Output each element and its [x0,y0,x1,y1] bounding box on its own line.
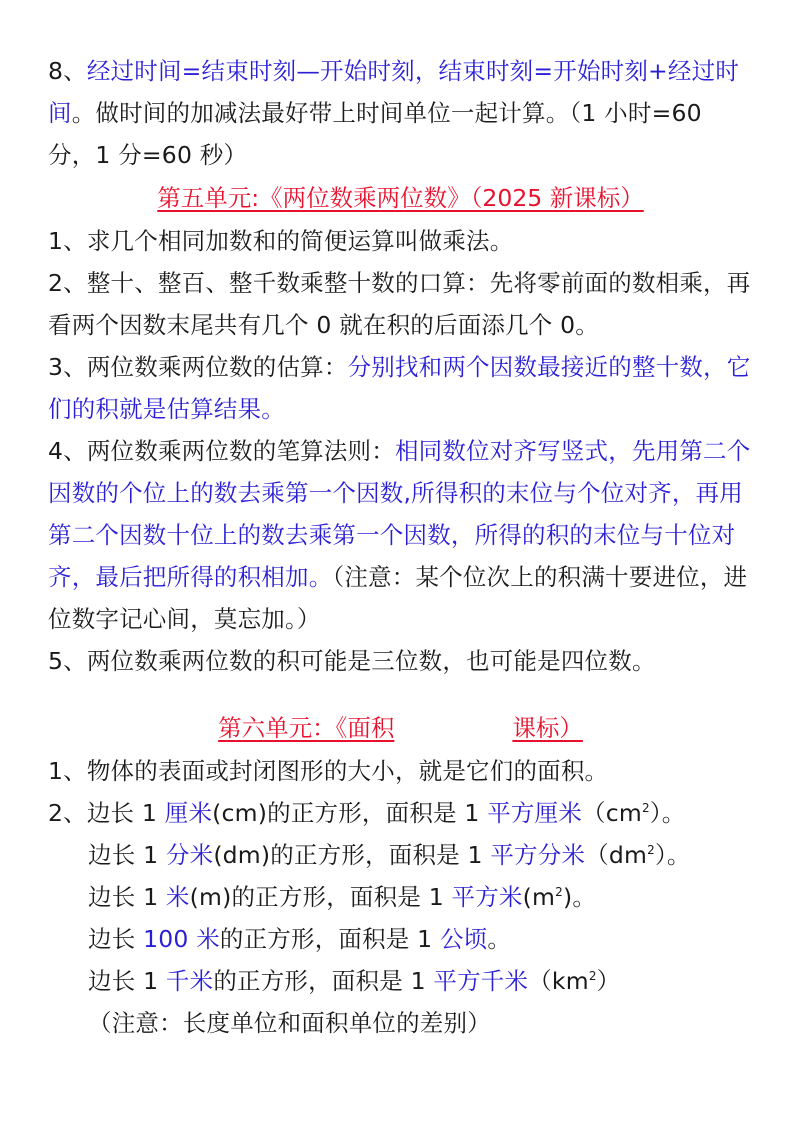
heading-blank [394,706,512,750]
area-unit: 平方分米 [490,841,586,869]
line-text: ） [596,967,621,995]
unit6-item-2-line-5 [48,960,753,1002]
unit-symbol: （km [528,967,589,995]
item-lead: 3、两位数乘两位数的估算： [48,353,348,381]
line-text: 边长 1 [88,883,166,911]
unit5-heading-text: 第五单元:《两位数乘两位数》（2025 新课标） [157,184,644,212]
length-unit: 千米 [165,967,214,995]
unit5-item-2: 2、整十、整百、整千数乘整十数的口算：先将零前面的数相乘，再看两个因数末尾共有几个 0 就在积的后面添几个 0。 [48,269,751,339]
unit-symbol: （cm [582,799,642,827]
item-number: 8、 [48,57,87,85]
line-text: 的正方形，面积是 1 [213,967,434,995]
area-unit: 公顷 [440,925,488,953]
unit5-item-1: 1、求几个相同加数和的简便运算叫做乘法。 [48,227,514,255]
unit5-item-5: 5、两位数乘两位数的积可能是三位数，也可能是四位数。 [48,647,656,675]
line-text: 的正方形，面积是 1 [219,925,440,953]
item-number: 2、 [48,799,87,827]
area-unit: 平方千米 [433,967,529,995]
line-text: 边长 [88,925,144,953]
area-unit: 平方米 [451,883,523,911]
unit6-heading [48,706,753,750]
line-text: (dm)的正方形，面积是 1 [213,841,491,869]
line-text: ）。 [649,799,686,827]
unit6-item-2-line-3 [48,876,753,918]
length-unit: 米 [165,883,190,911]
unit6-heading-part2: 课标） [512,714,583,742]
unit6-item-1: 1、物体的表面或封闭图形的大小，就是它们的面积。 [48,757,609,785]
line-text: ）。 [654,841,691,869]
length-unit: 分米 [165,841,214,869]
superscript: 2 [555,885,563,899]
rule-note: （注意：某个位次上的积满十要进位，进位数字记心间，莫忘加。） [48,563,748,633]
superscript: 2 [647,843,655,857]
rule-note: 。做时间的加减法最好带上时间单位一起计算。（1 小时=60 分，1 分=60 秒） [48,99,702,169]
unit5-item-3 [48,346,753,430]
unit6-heading-part1: 第六单元：《面积 [218,714,395,742]
item-lead: 4、两位数乘两位数的笔算法则： [48,437,395,465]
unit6-item-2-line-2 [48,834,753,876]
unit6-item-2-line-1 [48,792,753,834]
item-time-8 [48,50,753,176]
unit-symbol: (m [522,883,556,911]
superscript: 2 [588,969,597,983]
unit6-item-2-line-4 [48,918,753,960]
highlighted-rule: 经过时间=结束时刻—开始时刻，结束时刻=开始时刻+经过时间 [48,57,740,127]
line-text: 。 [487,925,512,953]
line-text: 边长 1 [86,799,165,827]
length-unit: 厘米 [164,799,213,827]
area-unit: 平方厘米 [487,799,583,827]
line-text: 边长 1 [88,841,166,869]
document-page [48,50,753,1044]
highlighted-rule: 分别找和两个因数最接近的整十数，它们的积就是估算结果。 [48,353,751,423]
highlighted-rule: 相同数位对齐写竖式，先用第二个因数的个位上的数去乘第一个因数,所得积的末位与个位对齐，再用第二个因数十位上的数去乘第一个因数，所得的积的末位与十位对齐，最后把所得的积相加。 [48,437,751,591]
line-text: (cm)的正方形，面积是 1 [212,799,488,827]
unit5-item-4 [48,430,753,640]
unit-symbol: （dm [585,841,648,869]
line-text: )。 [562,883,597,911]
unit5-heading [48,176,753,220]
line-text: 边长 1 [88,967,166,995]
line-text: (m)的正方形，面积是 1 [189,883,452,911]
unit6-note: （注意：长度单位和面积单位的差别） [88,1009,491,1037]
superscript: 2 [641,801,650,815]
length-unit: 100 米 [143,925,220,953]
